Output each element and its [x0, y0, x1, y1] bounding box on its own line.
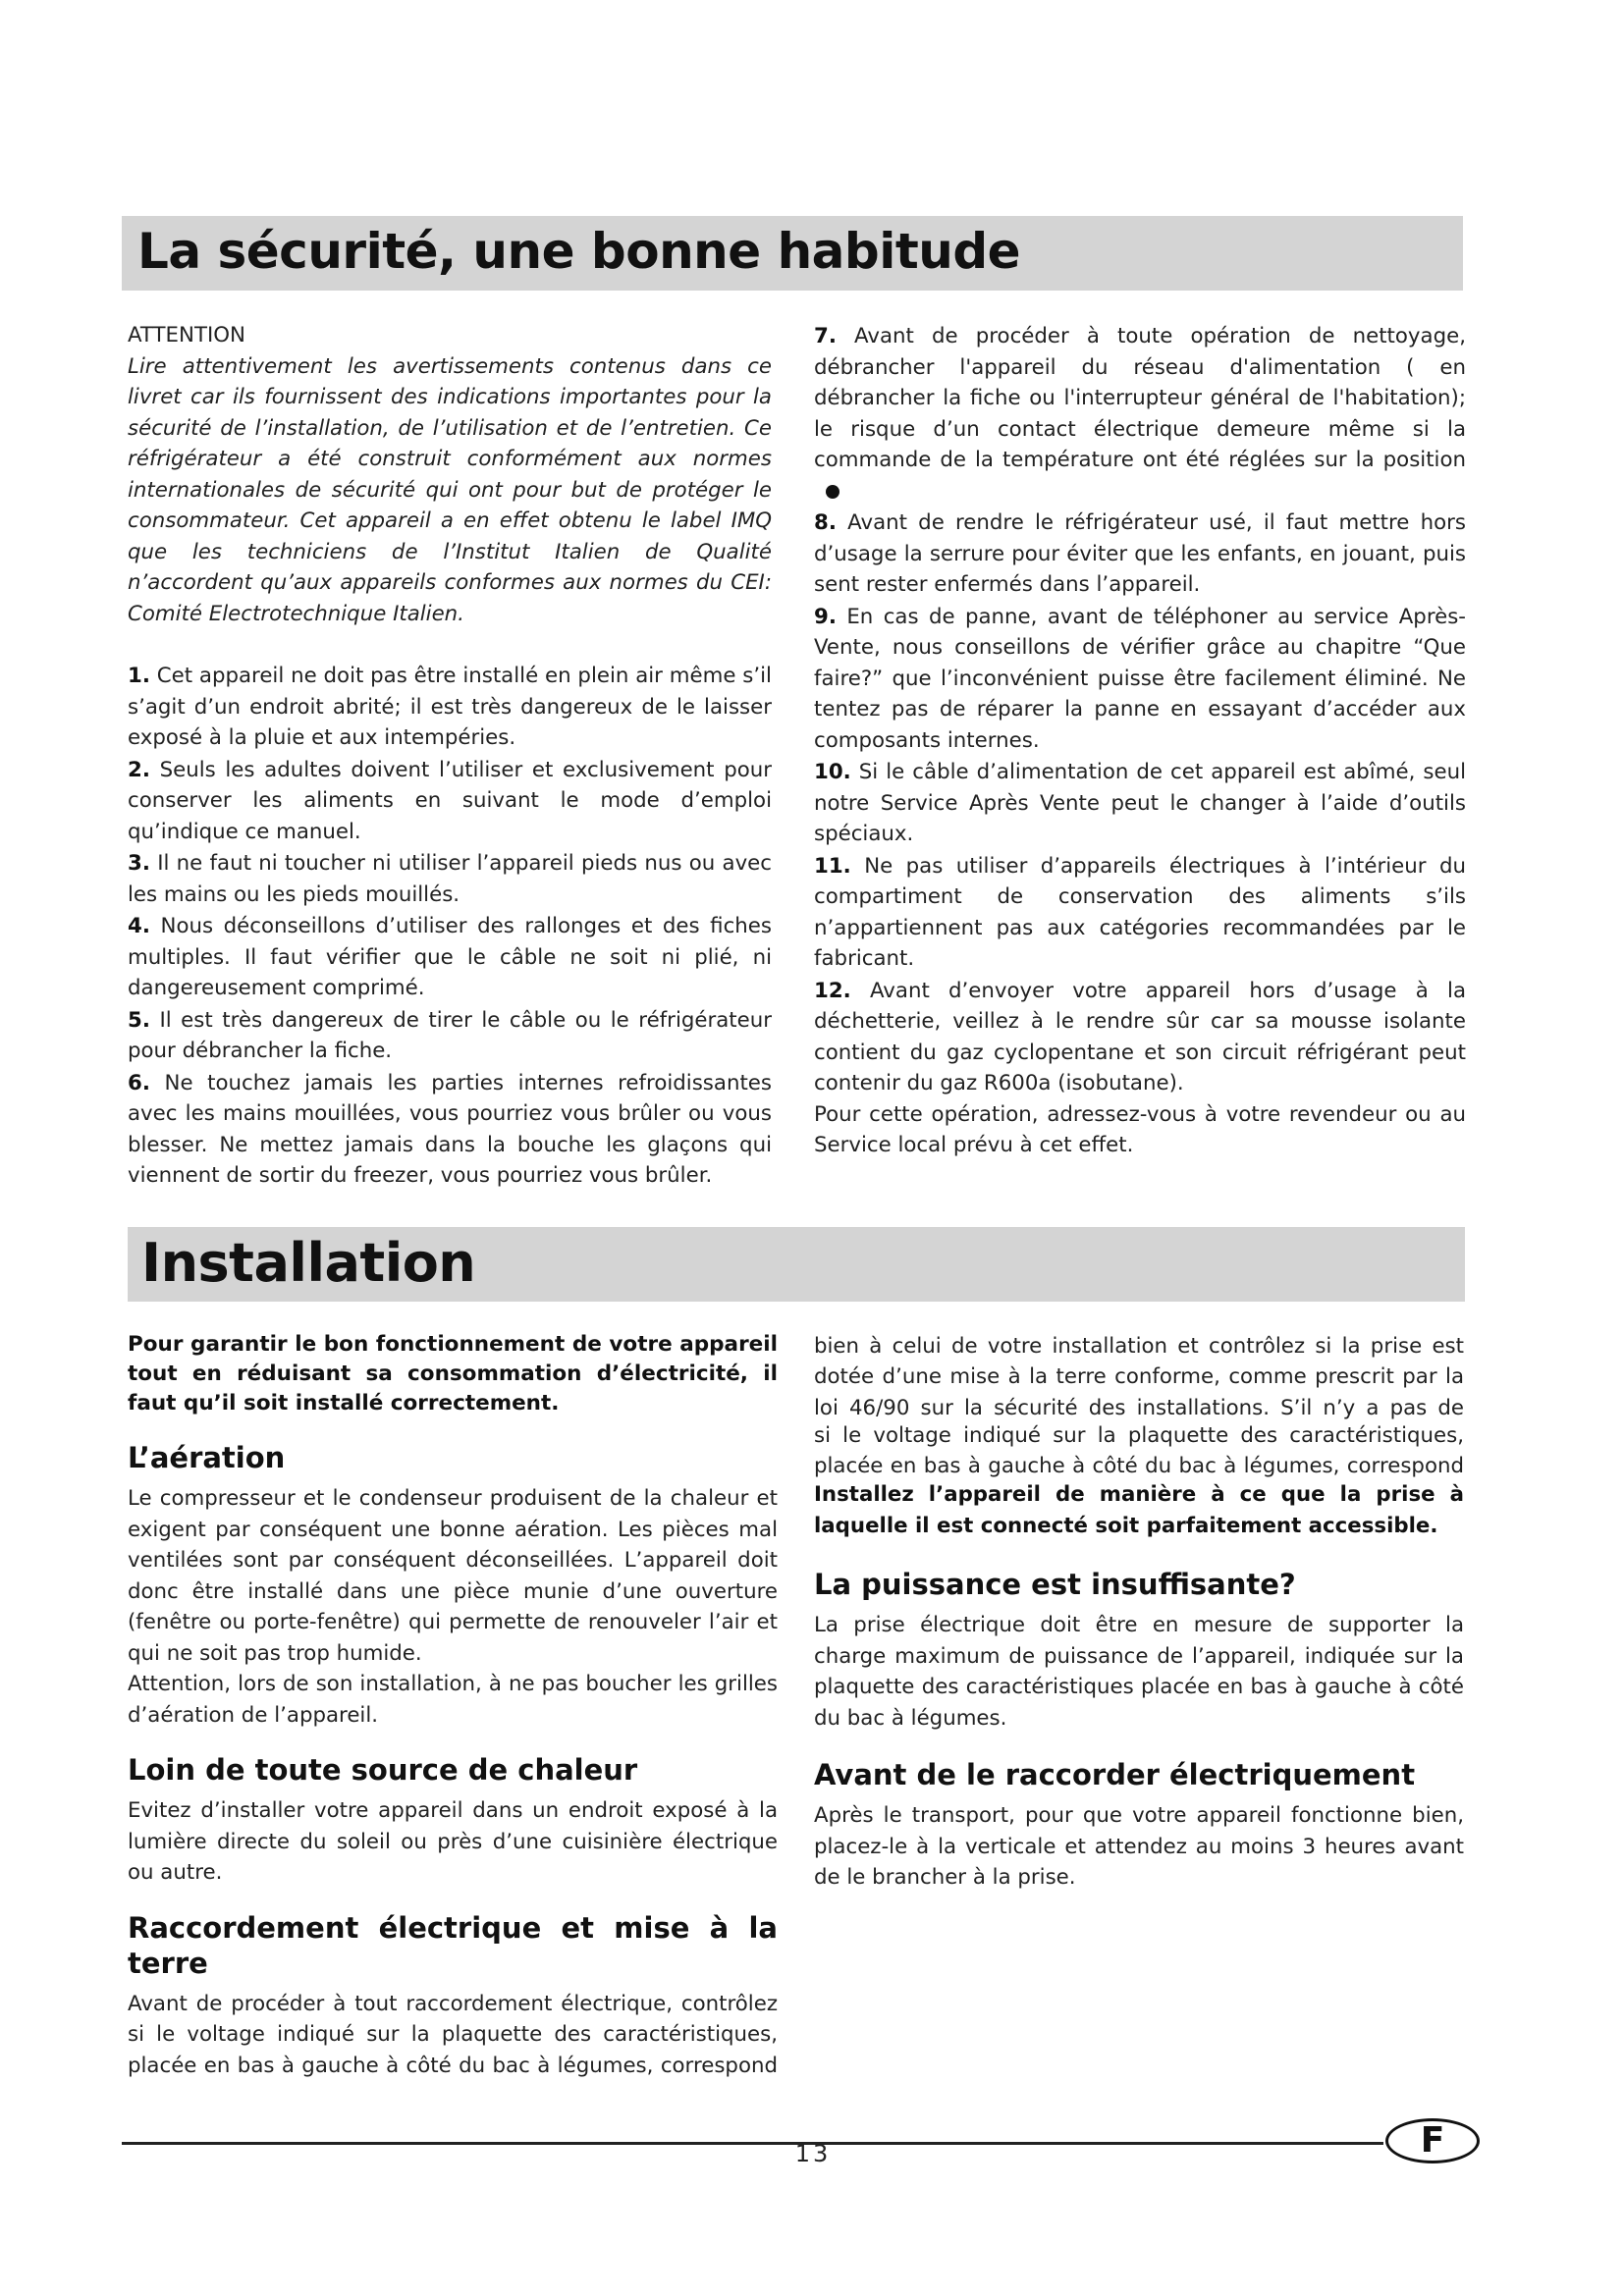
safety-item-9 — [814, 602, 1466, 757]
installation-right-column — [814, 1330, 1464, 1894]
raccordement-tail — [814, 1422, 1464, 1479]
item-number: 5. — [128, 1007, 150, 1033]
safety-item-4 — [128, 911, 772, 1004]
item-text: Avant d’envoyer votre appareil hors d’usage à la déchetterie, veillez à le rendre sûr car sa mousse isolante contient du gaz cyclopentane et son circuit réfrigérant peut contenir du gaz R600a (isobutane). — [814, 978, 1466, 1095]
heading-chaleur: Loin de toute source de chaleur — [128, 1753, 638, 1787]
raccordement-paragraph-tail: si le voltage indiqué sur la plaquette des caractéristiques, placée en bas à gauche à côté du bac à légumes, correspond — [814, 1422, 1464, 1478]
item-number: 12. — [814, 978, 851, 1003]
puissance-paragraph: La prise électrique doit être en mesure de supporter la charge maximum de puissance de l’appareil, indiquée sur la plaquette des caractéristiques placée en bas à gauche à côté du bac à légumes. — [814, 1613, 1464, 1731]
safety-item-11 — [814, 851, 1466, 975]
safety-item-6 — [128, 1068, 772, 1192]
safety-item-5 — [128, 1005, 772, 1067]
closing-text: Pour cette opération, adressez-vous à votre revendeur ou au Service local prévu à cet effet. — [814, 1101, 1466, 1157]
section-title-securite: La sécurité, une bonne habitude — [122, 216, 1463, 291]
attention-text: Lire attentivement les avertissements contenus dans ce livret car ils fournissent des indications importantes pour la sécurité de l’installation, de l’utilisation et de l’entretien. Ce réfrigérateur a été construit conformément aux normes internationales de sécurité qui ont pour but de protéger le consommateur. Cet appareil a en effet obtenu le label IMQ que les techniciens de l’Institut Italien de Qualité n’accordent qu’aux appareils conformes aux normes du CEI: Comité Electrotechnique Italien. — [128, 353, 772, 626]
item-number: 2. — [128, 757, 150, 782]
safety-item-10 — [814, 757, 1466, 850]
raccordement-paragraph-continued: bien à celui de votre installation et contrôlez si la prise est dotée d’une mise à la terre conforme, comme prescrit par la loi 46/90 sur la sécurité des installations. S’il n’y a pas de — [814, 1333, 1464, 1420]
item-number: 3. — [128, 851, 150, 876]
securite-left-column — [128, 320, 772, 1192]
safety-item-3 — [128, 848, 772, 910]
position-dot-icon — [826, 485, 839, 499]
aeration-warning: Attention, lors de son installation, à ne pas boucher les grilles d’aération de l’appareil. — [128, 1672, 778, 1728]
securite-right-column — [814, 320, 1466, 1161]
item-number: 8. — [814, 510, 837, 535]
language-badge: F — [1385, 2118, 1480, 2163]
safety-item-7 — [814, 321, 1466, 507]
item-text: Cet appareil ne doit pas être installé en plein air même s’il s’agit d’un endroit abrité; il est très dangereux de le laisser exposé à la pluie et aux intempéries. — [128, 664, 772, 750]
item-number: 7. — [814, 324, 837, 348]
item-number: 10. — [814, 760, 851, 784]
installation-left-column — [128, 1330, 778, 2081]
page-number: 13 — [794, 2140, 832, 2167]
heading-avant-raccorder: Avant de le raccorder électriquement — [814, 1758, 1416, 1791]
attention-label: ATTENTION — [128, 323, 245, 347]
heading-puissance: La puissance est insuffisante? — [814, 1568, 1296, 1601]
item-number: 4. — [128, 914, 150, 938]
item-text: Avant de procéder à toute opération de nettoyage, débrancher l'appareil du réseau d'alimentation ( en débrancher la fiche ou l'interrupteur général de l'habitation); le risque d’un contact électrique demeure même si la commande de la température ont été réglées sur la position — [814, 324, 1466, 472]
avant-raccorder-paragraph: Après le transport, pour que votre appareil fonctionne bien, placez-le à la verticale et attendez au moins 3 heures avant de le brancher à la prise. — [814, 1803, 1464, 1890]
safety-item-2 — [128, 755, 772, 848]
item-text: Seuls les adultes doivent l’utiliser et exclusivement pour conserver les aliments en suivant le mode d’emploi qu’indique ce manuel. — [128, 757, 772, 844]
item-text: Ne pas utiliser d’appareils électriques à l’intérieur du compartiment de conservation des aliments s’ils n’appartiennent pas aux catégories recommandées par le fabricant. — [814, 853, 1466, 971]
item-text: Nous déconseillons d’utiliser des rallonges et des fiches multiples. Il faut vérifier que le câble ne soit ni plié, ni dangereusement comprimé. — [128, 914, 772, 1000]
heading-aeration: L’aération — [128, 1441, 286, 1474]
heading-raccordement: Raccordement électrique et mise à la terre — [128, 1910, 778, 1980]
item-number: 9. — [814, 604, 837, 629]
item-text: Il est très dangereux de tirer le câble ou le réfrigérateur pour débrancher la fiche. — [128, 1007, 772, 1063]
safety-item-8 — [814, 507, 1466, 601]
item-text: Il ne faut ni toucher ni utiliser l’appareil pieds nus ou avec les mains ou les pieds mouillés. — [128, 851, 772, 907]
item-number: 11. — [814, 853, 851, 879]
attention-block — [128, 320, 772, 629]
item-text: Avant de rendre le réfrigérateur usé, il faut mettre hors d’usage la serrure pour éviter que les enfants, en jouant, puis sent rester enfermés dans l’appareil. — [814, 510, 1466, 597]
item-number: 6. — [128, 1070, 150, 1095]
item-text: Ne touchez jamais les parties internes refroidissantes avec les mains mouillées, vous pourriez vous brûler ou vous blesser. Ne mettez jamais dans la bouche les glaçons qui viennent de sortir du freezer, vous pourriez vous brûler. — [128, 1070, 772, 1188]
safety-item-12 — [814, 976, 1466, 1099]
aeration-paragraph: Le compresseur et le condenseur produisent de la chaleur et exigent par conséquent une bonne aération. Les pièces mal ventilées sont par conséquent déconseillées. L’appareil doit donc être installé dans une pièce munie d’une ouverture (fenêtre ou porte-fenêtre) qui permette de renouveler l’air et qui ne soit pas trop humide. — [128, 1486, 778, 1666]
installation-intro: Pour garantir le bon fonctionnement de votre appareil tout en réduisant sa consommation d’électricité, il faut qu’il soit installé correctement. — [128, 1332, 778, 1415]
raccordement-bold-note: Installez l’appareil de manière à ce que la prise à laquelle il est connecté soit parfaitement accessible. — [814, 1482, 1464, 1538]
item-text: Si le câble d’alimentation de cet appareil est abîmé, seul notre Service Après Vente peut le changer à l’aide d’outils spéciaux. — [814, 760, 1466, 846]
chaleur-paragraph: Evitez d’installer votre appareil dans un endroit exposé à la lumière directe du soleil ou près d’une cuisinière électrique ou autre. — [128, 1798, 778, 1885]
safety-item-1 — [128, 661, 772, 754]
raccordement-paragraph: Avant de procéder à tout raccordement électrique, contrôlez si le voltage indiqué sur la plaquette des caractéristiques, placée en bas à gauche à côté du bac à légumes, correspond — [128, 1991, 778, 2078]
item-number: 1. — [128, 664, 150, 688]
footer-divider — [122, 2142, 1383, 2145]
raccordement-continuation — [814, 1330, 1464, 1422]
item-text: En cas de panne, avant de téléphoner au service Après-Vente, nous conseillons de vérifier grâce au chapitre “Que faire?” que l’inconvénient puisse être facilement éliminé. Ne tentez pas de réparer la panne en essayant d’accéder aux composants internes. — [814, 604, 1466, 753]
section-title-installation: Installation — [128, 1227, 1465, 1302]
